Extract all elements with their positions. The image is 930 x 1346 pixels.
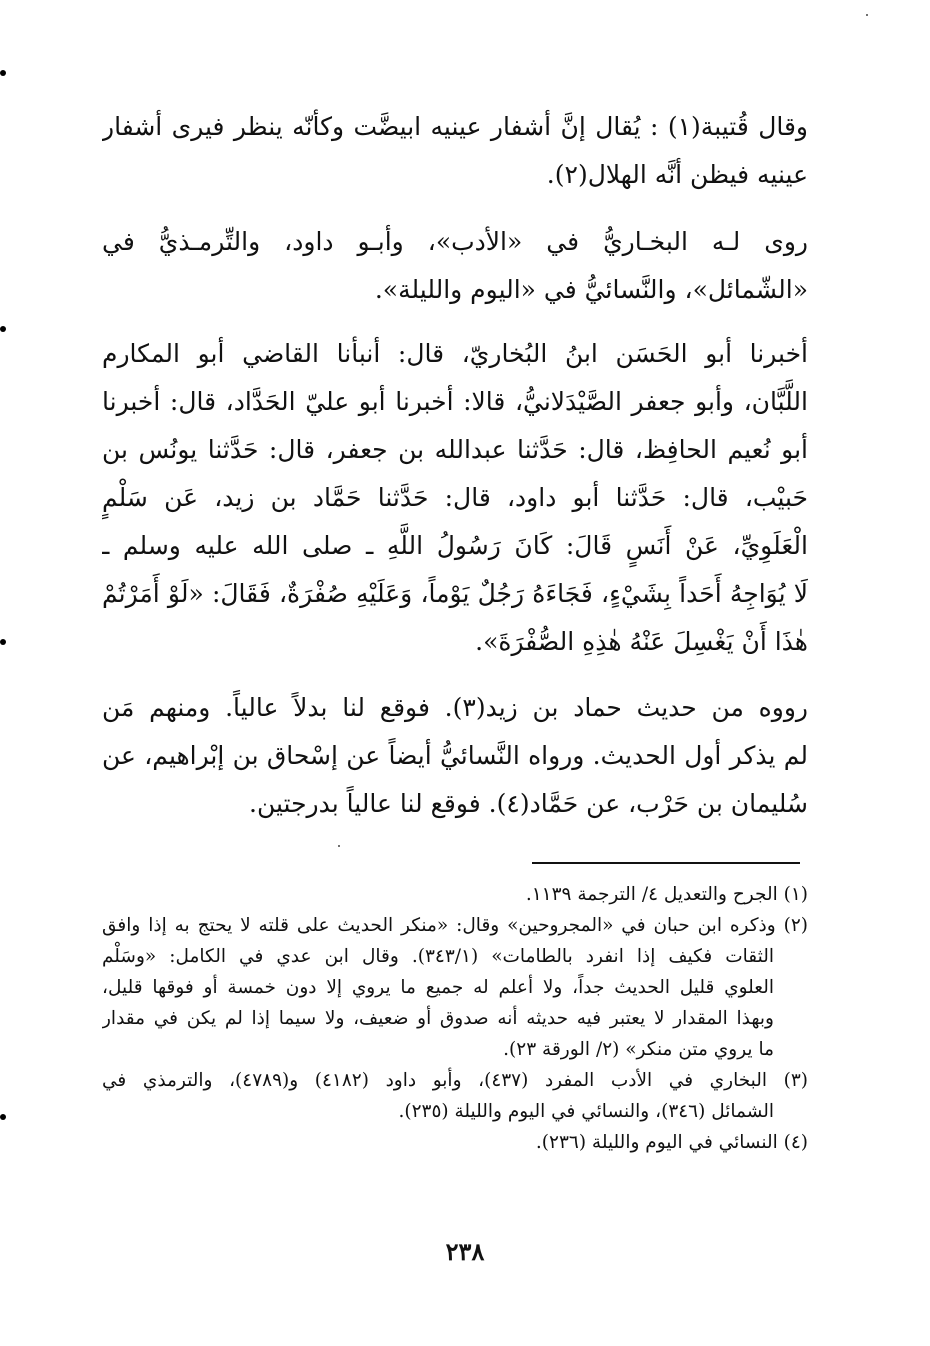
footnote-2-line: الثقات فكيف إذا انفرد بالطامات» (٣٤٣/١). وقال ابن عدي في الكامل: «وسَلْم bbox=[102, 946, 775, 967]
footnote-2-line: وبهذا المقدار لا يعتبر فيه حديثه أنه صدوق أو ضعيف، ولا سيما إذا لم يكن في مقدار bbox=[102, 1008, 774, 1029]
text-line: عينيه فيظن أنَّه الهلال(٢). bbox=[546, 160, 808, 189]
footnote-3-line: الشمائل (٣٤٦)، والنسائي في اليوم والليلة (٢٣٥). bbox=[398, 1101, 774, 1122]
text-line: «الشّمائل»، والنَّسائيُّ في «اليوم والليلة». bbox=[374, 275, 808, 304]
paragraph-quote-qutayba bbox=[102, 103, 808, 199]
paragraph-hadith-isnad bbox=[102, 330, 808, 666]
text-line: هٰذَا أَنْ يَغْسِلَ عَنْهُ هٰذِهِ الصُّفْرَةَ». bbox=[475, 627, 808, 656]
footnote-2: (٢) وذكره ابن حبان في «المجروحين» وقال: «منكر الحديث على قلته لا يحتج به إذا وافق bbox=[102, 915, 808, 936]
scan-speck bbox=[338, 845, 340, 847]
footnote-2-line: ما يروي متن منكر» (٢/ الورقة ٢٣). bbox=[503, 1039, 774, 1060]
page-number: ٢٣٨ bbox=[445, 1237, 485, 1266]
footnote-4: (٤) النسائي في اليوم والليلة (٢٣٦). bbox=[535, 1132, 808, 1153]
text-line: حَبيْب، قال: حَدَّثنا أبو داود، قال: حَدَّثنا حَمَّاد بن زيد، عَن سَلْمٍ bbox=[102, 483, 808, 512]
margin-mark bbox=[0, 1114, 6, 1120]
scan-speck bbox=[866, 14, 868, 16]
footnote-3: (٣) البخاري في الأدب المفرد (٤٣٧)، وأبو داود (٤١٨٢) و(٤٧٨٩)، والترمذي في bbox=[102, 1070, 808, 1091]
margin-mark bbox=[0, 639, 6, 645]
footnote-1: (١) الجرح والتعديل ٤/ الترجمة ١١٣٩. bbox=[525, 884, 808, 905]
text-line: سُليمان بن حَرْب، عن حَمَّاد(٤). فوقع لنا عالياً بدرجتين. bbox=[249, 789, 808, 818]
text-line: لَا يُوَاجِهُ أَحَداً بِشَيْءٍ، فَجَاءَهُ رَجُلٌ يَوْماً، وَعَلَيْهِ صُفْرَةٌ، فَقَالَ: «لَوْ أَمَرْتُمْ bbox=[102, 579, 808, 608]
text-line: لم يذكر أول الحديث. ورواه النَّسائيُّ أيضاً عن إسْحاق بن إبْراهيم، عن bbox=[102, 741, 808, 770]
margin-mark bbox=[0, 70, 6, 76]
text-line: رووه من حديث حماد بن زيد(٣). فوقع لنا بدلاً عالياً. ومنهم مَن bbox=[102, 693, 808, 722]
footnotes bbox=[102, 879, 808, 1158]
paragraph-transmission bbox=[102, 684, 808, 828]
footnote-2-line: العلوي قليل الحديث جداً، ولا أعلم له جميع ما يروي إلا دون خمسة أو فوقها قليل، bbox=[102, 977, 774, 998]
text-line: روى لـه البخـاريُّ في «الأدب»، وأبـو داود، والتِّرمـذيُّ في bbox=[102, 227, 808, 256]
text-line: أخبرنا أبو الحَسَن ابنُ البُخاريّ، قال: أنبأنا القاضي أبو المكارم bbox=[102, 339, 808, 368]
text-line: أبو نُعيم الحافِظ، قال: حَدَّثنا عبدالله بن جعفر، قال: حَدَّثنا يونُس بن bbox=[102, 435, 808, 464]
text-line: وقال قُتيبة(١) : يُقال إنَّ أشفار عينيه ابيضَّت وكأنّه ينظر فيرى أشفار bbox=[102, 112, 808, 141]
margin-mark bbox=[0, 326, 6, 332]
paragraph-narrators bbox=[102, 218, 808, 314]
footnote-separator bbox=[532, 862, 800, 864]
text-line: اللَّبَّان، وأبو جعفر الصَّيْدَلانيُّ، قالا: أخبرنا أبو عليّ الحَدَّاد، قال: أخبرنا bbox=[102, 387, 808, 416]
text-line: الْعَلَوِيِّ، عَنْ أَنَسٍ قَالَ: كَانَ رَسُولُ اللَّهِ ـ صلى الله عليه وسلم ـ bbox=[102, 531, 808, 560]
